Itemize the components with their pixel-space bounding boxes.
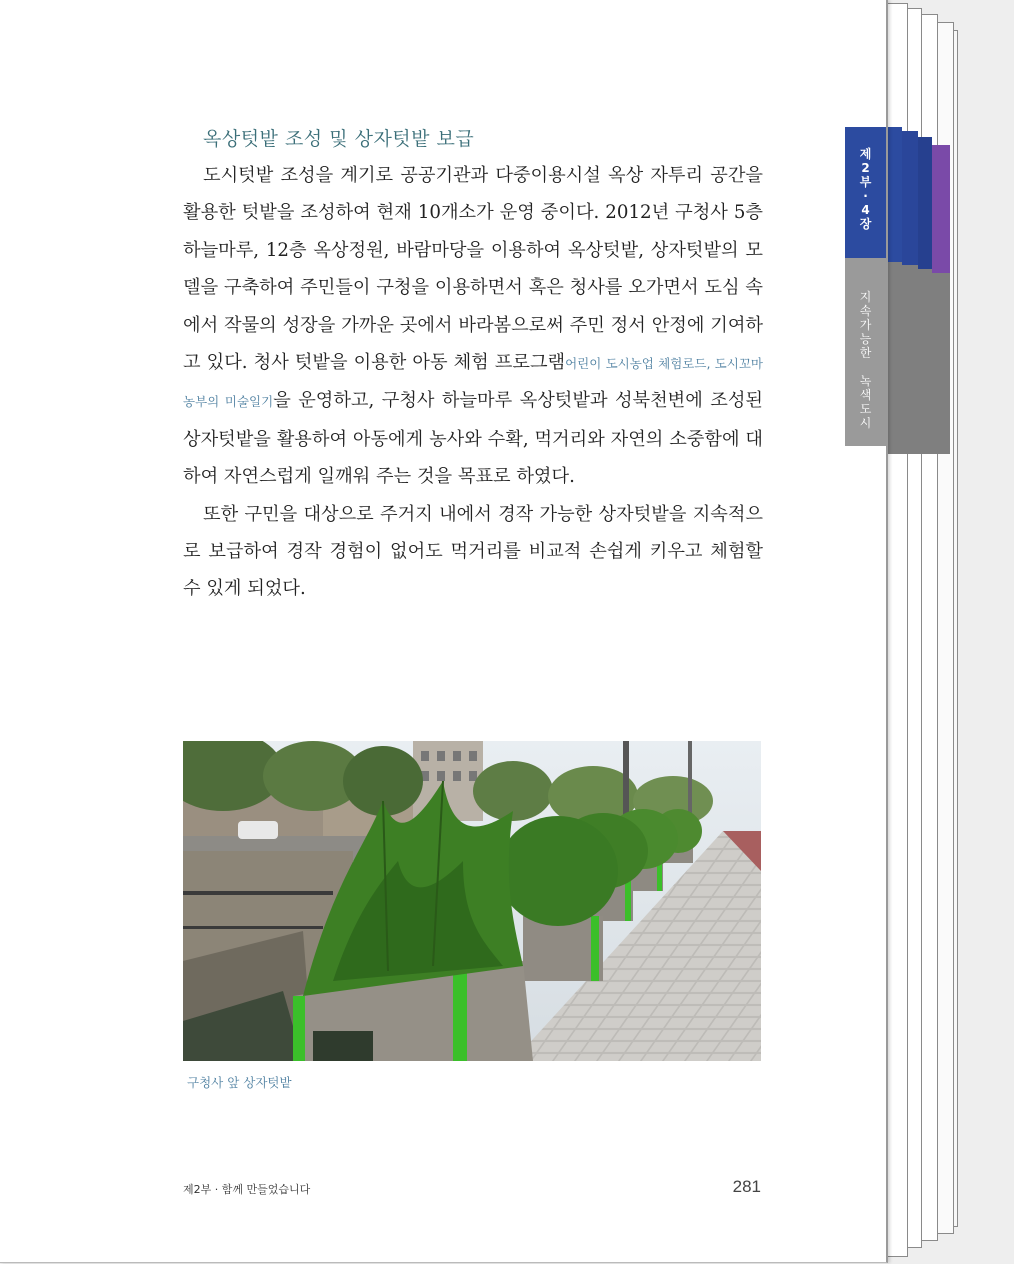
chapter-tab-char: 2	[861, 161, 870, 175]
topic-tab-stack	[886, 258, 950, 454]
topic-tab-char: 녹	[859, 374, 872, 388]
paragraph: 또한 구민을 대상으로 주거지 내에서 경작 가능한 상자텃밭을 지속적으로 보급하여 경작 경험이 없어도 먹거리를 비교적 손쉽게 키우고 체험할 수 있게 되었다.	[183, 503, 763, 600]
topic-tab-char: 도	[859, 402, 872, 416]
topic-tab-char: 속	[859, 304, 872, 318]
paragraph-text: 을 운영하고, 구청사 하늘마루 옥상텃밭과 성북천변에 조성된 상자텃밭을 활용하여 아동에게 농사와 수확, 먹거리와 자연의 소중함에 대하여 자연스럽게 일깨워 주는 것을 목표로 하였다.	[183, 390, 763, 488]
page-number: 281	[732, 1177, 761, 1196]
photo-planter-boxes	[183, 741, 761, 1061]
topic-tab-char	[864, 360, 868, 374]
chapter-tab-char: 제	[859, 147, 872, 161]
chapter-tab-char: ·	[863, 189, 868, 203]
topic-tab-char: 능	[859, 332, 872, 346]
body-text	[183, 157, 763, 608]
chapter-tab-label	[845, 147, 886, 231]
topic-tab-label	[845, 290, 886, 430]
topic-tab-char: 가	[859, 318, 872, 332]
inline-note: 어린이 도시농업 체험로드, 도시꼬마농부의 미술일기	[183, 356, 763, 410]
photo-caption: 구청사 앞 상자텃밭	[187, 1075, 292, 1090]
chapter-tab-stack	[932, 145, 950, 273]
topic-tab[interactable]	[845, 258, 886, 446]
paragraph	[183, 157, 763, 496]
chapter-tab-stack	[902, 131, 918, 265]
photo-illustration	[183, 741, 761, 1061]
chapter-tab-stack	[886, 127, 902, 262]
chapter-tab-char: 4	[861, 203, 870, 217]
topic-tab-char: 시	[859, 416, 872, 430]
topic-tab-char: 지	[859, 290, 872, 304]
footer-section-title: 제2부 · 함께 만들었습니다	[183, 1183, 311, 1196]
topic-tab-char: 한	[859, 346, 872, 360]
paragraph-text: 도시텃밭 조성을 계기로 공공기관과 다중이용시설 옥상 자투리 공간을 활용한 텃밭을 조성하여 현재 10개소가 운영 중이다. 2012년 구청사 5층 하늘마루, 12층 옥상정원, 바람마당을 이용하여 옥상텃밭, 상자텃밭의 모델을 구축하여 주민들이 구청을 이용하면서 혹은 청사를 오가면서 도심 속에서 작물의 성장을 가까운 곳에서 바라봄으로써 주민 정서 안정에 기여하고 있다. 청사 텃밭을 이용한 아동 체험 프로그램	[183, 165, 763, 374]
chapter-tab-char: 장	[859, 217, 872, 231]
chapter-tab-stack	[918, 137, 932, 269]
section-heading: 옥상텃밭 조성 및 상자텃밭 보급	[203, 128, 475, 150]
chapter-tab[interactable]	[845, 127, 886, 258]
topic-tab-char: 색	[859, 388, 872, 402]
chapter-tab-char: 부	[859, 175, 872, 189]
